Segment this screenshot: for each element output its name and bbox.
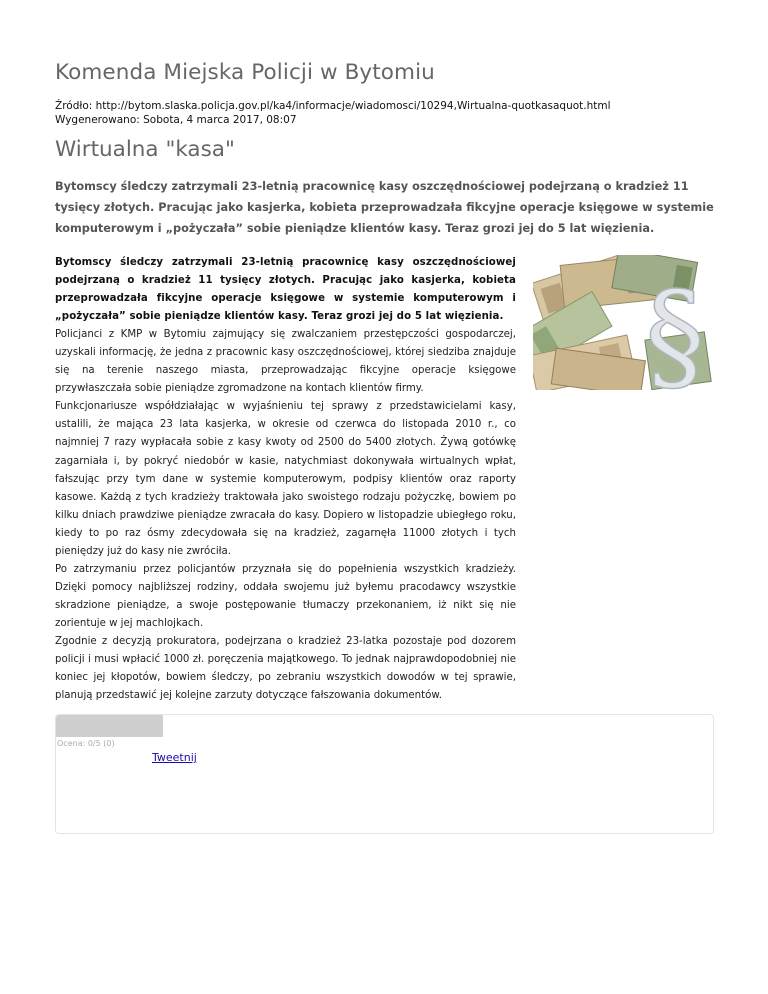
document-meta — [55, 99, 611, 127]
article-paragraph: Zgodnie z decyzją prokuratora, podejrzana o kradzież 23-latka pozostaje pod dozorem policji i musi wpłacić 1000 zł. poręczenia majątkowego. To jednak najprawdopodobniej nie koniec jej kłopotów, bowiem śledczy, po zebraniu wszystkich dowodów w tej sprawie, planują przedstawić jej kolejne zarzuty dotyczące fałszowania dokumentów. — [55, 635, 516, 702]
article-body — [55, 254, 516, 705]
tweet-link[interactable]: Tweetnij — [152, 751, 197, 764]
article-paragraph: Policjanci z KMP w Bytomiu zajmujący się zwalczaniem przestępczości gospodarczej, uzyskali informację, że jedna z pracownic kasy oszczędnościowej, której siedziba znajduje się na terenie naszego miasta, przeprowadzając fikcyjne operacje księgowe przywłaszczała sobie pieniądze zgromadzone na kontach klientów firmy. — [55, 329, 516, 395]
article-paragraph: Po zatrzymaniu przez policjantów przyznała się do popełnienia wszystkich kradzieży. Dzięki pomocy najbliższej rodziny, oddała swojemu już byłemu pracodawcy wszystkie skradzione pieniądze, a swoje postępowanie tłumaczy przekonaniem, iż nikt się nie zorientuje w jej machlojkach. — [55, 563, 516, 629]
generated-date: Wygenerowano: Sobota, 4 marca 2017, 08:07 — [55, 114, 297, 126]
svg-text:§: § — [645, 267, 705, 390]
article-image-money-paragraph — [533, 255, 713, 390]
source-url: Źródło: http://bytom.slaska.policja.gov.pl/ka4/informacje/wiadomosci/10294,Wirtualna-quotkasaquot.html — [55, 100, 611, 112]
article-title: Wirtualna "kasa" — [55, 137, 235, 162]
rating-score: Ocena: 0/5 (0) — [57, 739, 115, 748]
money-and-paragraph-illustration — [533, 255, 713, 390]
article-paragraph: Funkcjonariusze współdziałając w wyjaśnieniu tej sprawy z przedstawicielami kasy, ustalili, że mająca 23 lata kasjerka, w okresie od czerwca do listopada 2010 r., co najmniej 7 razy wypłacała sobie z kasy kwoty od 2500 do 5400 złotych. Żywą gotówkę zagarniała i, by pokryć niedobór w kasie, natychmiast dokonywała wirtualnych wpłat, fałszując przy tym dane w systemie komputerowym, podpisy klientów oraz raporty kasowe. Każdą z tych kradzieży traktowała jako swoistego rodzaju pożyczkę, bowiem po kilku dniach prawdziwe pieniądze zwracała do kasy. Dopiero w listopadzie ubiegłego roku, kiedy to po raz ósmy zdecydowała się na kradzież, zagarnęła 11000 złotych i tych pieniędzy już do kasy nie zwróciła. — [55, 401, 516, 557]
rating-panel — [55, 714, 714, 834]
rating-stars-bar[interactable] — [56, 715, 163, 737]
article-intro-paragraph: Bytomscy śledczy zatrzymali 23-letnią pracownicę kasy oszczędnościowej podejrzaną o kradzież 11 tysięcy złotych. Pracując jako kasjerka, kobieta przeprowadzała fikcyjne operacje księgowe w systemie komputerowym i „pożyczała” sobie pieniądze klientów kasy. Teraz grozi jej do 5 lat więzienia. — [55, 257, 516, 323]
site-title: Komenda Miejska Policji w Bytomiu — [55, 60, 435, 85]
article-lead: Bytomscy śledczy zatrzymali 23-letnią pracownicę kasy oszczędnościowej podejrzaną o kradzież 11 tysięcy złotych. Pracując jako kasjerka, kobieta przeprowadzała fikcyjne operacje księgowe w systemie komputerowym i „pożyczała” sobie pieniądze klientów kasy. Teraz grozi jej do 5 lat więzienia. — [55, 180, 714, 235]
